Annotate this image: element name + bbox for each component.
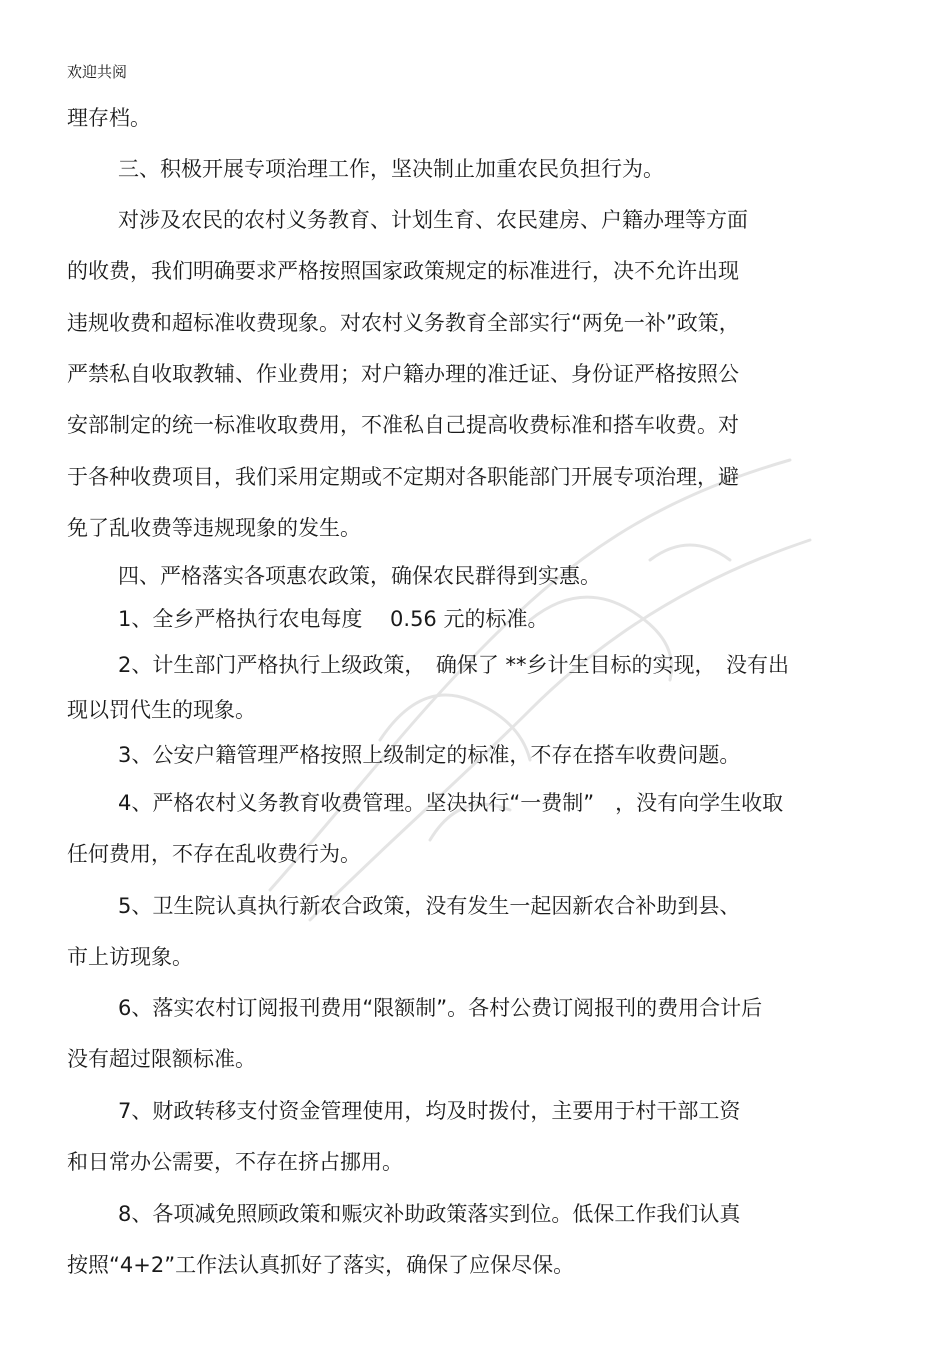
section-heading: 三、积极开展专项治理工作，坚决制止加重农民负担行为。 [118,157,664,181]
paragraph-line: 和日常办公需要，不存在挤占挪用。 [67,1150,403,1174]
paragraph-line: 严禁私自收取教辅、作业费用；对户籍办理的准迁证、身份证严格按照公 [67,362,739,386]
paragraph-line: 没有超过限额标准。 [67,1047,256,1071]
paragraph-line: 理存档。 [67,106,151,130]
list-item: 6、落实农村订阅报刊费用“限额制”。各村公费订阅报刊的费用合计后 [118,996,763,1020]
paragraph-line: 市上访现象。 [67,945,193,969]
paragraph-line: 对涉及农民的农村义务教育、计划生育、农民建房、户籍办理等方面 [118,208,748,232]
paragraph-line: 免了乱收费等违规现象的发生。 [67,516,361,540]
paragraph-line: 任何费用，不存在乱收费行为。 [67,842,361,866]
list-item: 2、计生部门严格执行上级政策， 确保了 **乡计生目标的实现， 没有出 [118,653,790,677]
paragraph-line: 按照“4+2”工作法认真抓好了落实，确保了应保尽保。 [67,1253,575,1277]
paragraph-line: 于各种收费项目，我们采用定期或不定期对各职能部门开展专项治理，避 [67,465,739,489]
paragraph-line: 现以罚代生的现象。 [67,698,256,722]
list-item: 7、财政转移支付资金管理使用，均及时拨付，主要用于村干部工资 [118,1099,741,1123]
list-item: 3、公安户籍管理严格按照上级制定的标准，不存在搭车收费问题。 [118,743,741,767]
section-heading: 四、严格落实各项惠农政策，确保农民群得到实惠。 [118,564,601,588]
list-item: 4、严格农村义务教育收费管理。坚决执行“一费制” ，没有向学生收取 [118,791,784,815]
page-header: 欢迎共阅 [67,63,128,81]
list-item: 5、卫生院认真执行新农合政策，没有发生一起因新农合补助到县、 [118,894,741,918]
list-item: 8、各项减免照顾政策和赈灾补助政策落实到位。低保工作我们认真 [118,1202,741,1226]
paragraph-line: 违规收费和超标准收费现象。对农村义务教育全部实行“两免一补”政策， [67,311,740,335]
list-item: 1、全乡严格执行农电每度 0.56 元的标准。 [118,607,549,631]
paragraph-line: 安部制定的统一标准收取费用，不准私自己提高收费标准和搭车收费。对 [67,413,739,437]
paragraph-line: 的收费，我们明确要求严格按照国家政策规定的标准进行，决不允许出现 [67,259,739,283]
